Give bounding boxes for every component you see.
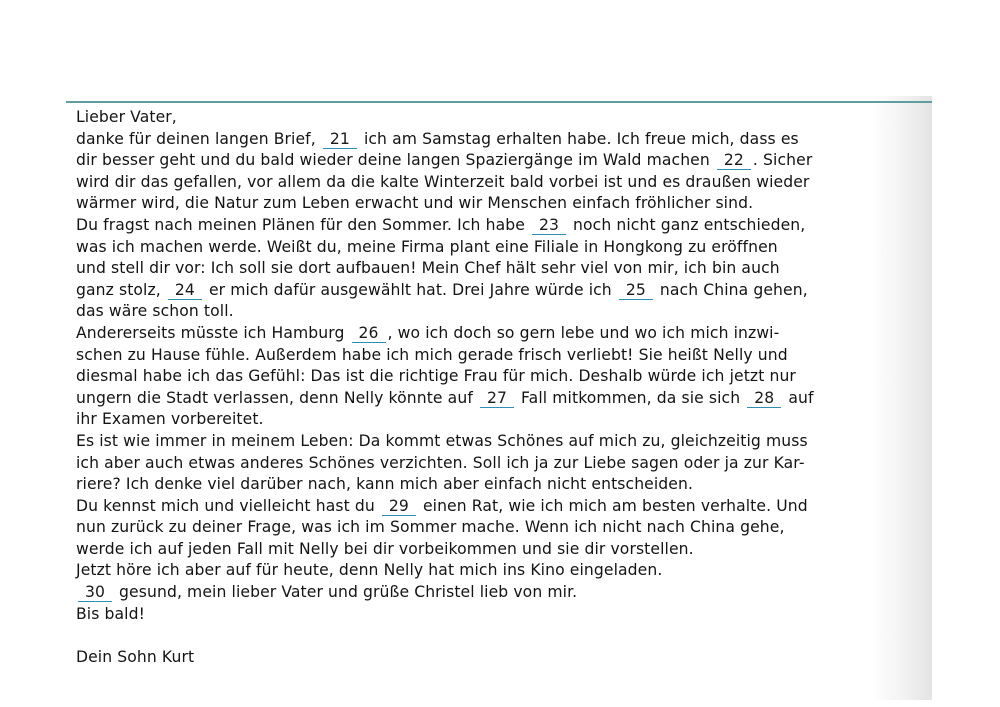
gap-29: 29 [382,497,416,516]
text-line: und stell dir vor: Ich soll sie dort aufbauen! Mein Chef hält sehr viel von mir, ich bin auch [76,259,780,278]
text-line: Jetzt höre ich aber auf für heute, denn Nelly hat mich ins Kino eingeladen. [76,561,663,580]
text-line: das wäre schon toll. [76,302,234,321]
text-line: danke für deinen langen Brief, 21 ich am Samstag erhalten habe. Ich freue mich, dass es [76,129,799,148]
text-line: Es ist wie immer in meinem Leben: Da kommt etwas Schönes auf mich zu, gleichzeitig muss [76,431,808,450]
gap-23: 23 [532,216,566,235]
text-line: ich aber auch etwas anderes Schönes verzichten. Soll ich ja zur Liebe sagen oder ja zur Kar- [76,453,805,472]
gap-27: 27 [480,389,514,408]
text-line: nun zurück zu deiner Frage, was ich im Sommer mache. Wenn ich nicht nach China gehe, [76,518,785,537]
text-line: 30 gesund, mein lieber Vater und grüße Christel lieb von mir. [76,582,916,604]
gap-21: 21 [323,130,357,149]
text-line: Du kennst mich und vielleicht hast du 29 einen Rat, wie ich mich am besten verhalte. Und [76,496,808,515]
text-line: riere? Ich denke viel darüber nach, kann mich aber einfach nicht entscheiden. [76,475,694,494]
text-line: wird dir das gefallen, vor allem da die kalte Winterzeit bald vorbei ist und es draußen wieder [76,172,810,191]
text-line: schen zu Hause fühle. Außerdem habe ich mich gerade frisch verliebt! Sie heißt Nelly und [76,345,788,364]
sign-off: Bis bald! [76,604,145,623]
text-line: wärmer wird, die Natur zum Leben erwacht und wir Menschen einfach fröhlicher sind. [76,194,754,213]
gap-26: 26 [352,324,386,343]
text-line: werde ich auf jeden Fall mit Nelly bei dir vorbeikommen und sie dir vorstellen. [76,539,694,558]
text-line: dir besser geht und du bald wieder deine langen Spaziergänge im Wald machen 22 . Sicher [76,151,813,170]
gap-22: 22 [717,151,751,170]
text-line: ganz stolz, 24 er mich dafür ausgewählt hat. Drei Jahre würde ich 25 nach China gehen, [76,280,808,299]
text-line: diesmal habe ich das Gefühl: Das ist die richtige Frau für mich. Deshalb würde ich jetzt nur [76,367,796,386]
text-line: Andererseits müsste ich Hamburg 26 , wo ich doch so gern lebe und wo ich mich inzwi- [76,323,780,342]
header-rule [66,101,932,103]
greeting: Lieber Vater, [76,108,177,126]
gap-25: 25 [619,281,653,300]
letter-body [76,107,916,668]
text-line: ihr Examen vorbereitet. [76,410,264,429]
text-line: was ich machen werde. Weißt du, meine Firma plant eine Filiale in Hongkong zu eröffnen [76,237,778,256]
gap-30: 30 [78,583,112,602]
gap-28: 28 [747,389,781,408]
closing-signature: Dein Sohn Kurt [76,647,195,666]
text-line: ungern die Stadt verlassen, denn Nelly könnte auf 27 Fall mitkommen, da sie sich 28 auf [76,388,814,407]
text-line: Du fragst nach meinen Plänen für den Sommer. Ich habe 23 noch nicht ganz entschieden, [76,215,806,234]
gap-24: 24 [168,281,202,300]
